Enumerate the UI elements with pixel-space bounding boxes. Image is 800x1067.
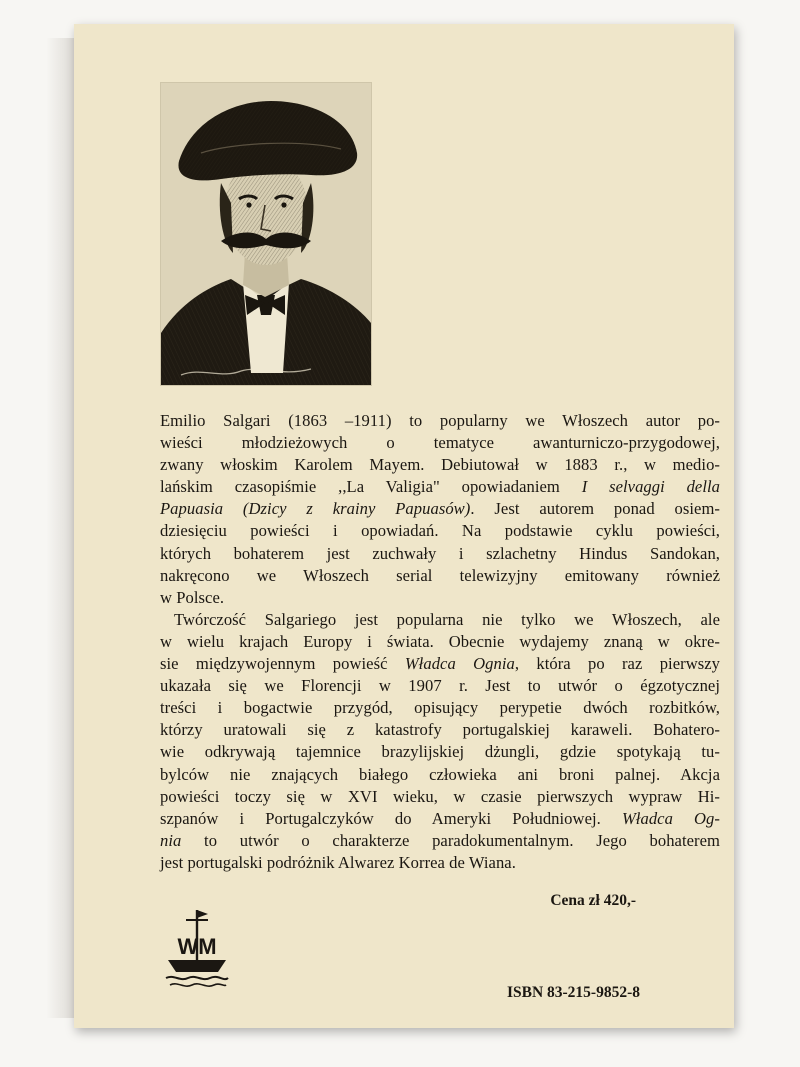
price-label: Cena zł 420,- xyxy=(550,892,636,909)
bio-italic-title: I selvaggi della xyxy=(581,477,721,497)
author-portrait xyxy=(160,82,372,386)
bio-paragraph-2 xyxy=(160,609,720,874)
isbn-label: ISBN 83-215-9852-8 xyxy=(506,984,640,1001)
bio-line: powieści toczy się w XVI wieku, w czasie pierwszych wypraw Hi- xyxy=(160,786,720,806)
bio-italic-title: Władca Ognia xyxy=(404,654,515,674)
bio-line: którzy uratowali się z katastrofy portugalskiej karaweli. Bohatero- xyxy=(160,720,720,740)
bio-line xyxy=(160,476,720,498)
bio-line: jest portugalski podróżnik Alwarez Korrea de Wiana. xyxy=(160,852,516,872)
bio-paragraph-1 xyxy=(160,410,720,609)
bio-line: Twórczość Salgariego jest popularna nie tylko we Włoszech, ale xyxy=(174,609,720,629)
bio-line: w Polsce. xyxy=(160,587,225,607)
author-biography xyxy=(160,410,720,874)
bio-line: bylców nie znających białego człowieka ani broni palnej. Akcja xyxy=(160,764,720,784)
bio-line: w wielu krajach Europy i świata. Obecnie wydajemy znaną w okre- xyxy=(160,631,720,651)
bio-italic-title: Władca Og- xyxy=(621,808,720,828)
logo-letters: WM xyxy=(177,934,217,959)
bio-line xyxy=(160,653,720,675)
bio-italic-title: nia xyxy=(160,830,182,850)
bio-text: to utwór o charakterze paradokumentalnym. Jego bohaterem xyxy=(181,830,720,850)
bio-line: wie odkrywają tajemnice brazylijskiej dżungli, gdzie spotykają tu- xyxy=(160,742,720,762)
bio-line xyxy=(160,498,720,520)
bio-text: lańskim czasopiśmie ,,La Valigia" opowiadaniem xyxy=(160,477,582,497)
bio-line: wieści młodzieżowych o tematyce awanturniczo-przygodowej, xyxy=(160,433,720,453)
bio-line: Emilio Salgari (1863 –1911) to popularny we Włoszech autor po- xyxy=(160,411,720,430)
bio-line: dziesięciu powieści i opowiadań. Na podstawie cyklu powieści, xyxy=(160,521,720,541)
bio-text: szpanów i Portugalczyków do Ameryki Południowej. xyxy=(160,808,622,828)
bio-text: . Jest autorem ponad osiem- xyxy=(470,499,720,519)
bio-text: sie międzywojennym powieść xyxy=(160,654,405,674)
bio-line xyxy=(160,808,720,830)
bio-text: , która po raz pierwszy xyxy=(514,654,720,674)
portrait-engraving-icon xyxy=(161,83,371,385)
bio-line: nakręcono we Włoszech serial telewizyjny emitowany również xyxy=(160,565,720,585)
bio-line: których bohaterem jest zuchwały i szlachetny Hindus Sandokan, xyxy=(160,543,720,563)
publisher-ship-logo-icon xyxy=(164,906,230,990)
bio-line: ukazała się we Florencji w 1907 r. Jest to utwór o égzotycznej xyxy=(160,676,720,696)
bio-italic-title: Papuasia (Dzicy z krainy Papuasów) xyxy=(160,499,471,519)
bio-line: treści i bogactwie przygód, opisujący perypetie dwóch rozbitków, xyxy=(160,698,720,718)
publisher-logo-svg xyxy=(164,906,230,990)
book-back-cover xyxy=(74,24,734,1028)
bio-line: zwany włoskim Karolem Mayem. Debiutował w 1883 r., w medio- xyxy=(160,455,720,475)
bio-line xyxy=(160,830,720,852)
